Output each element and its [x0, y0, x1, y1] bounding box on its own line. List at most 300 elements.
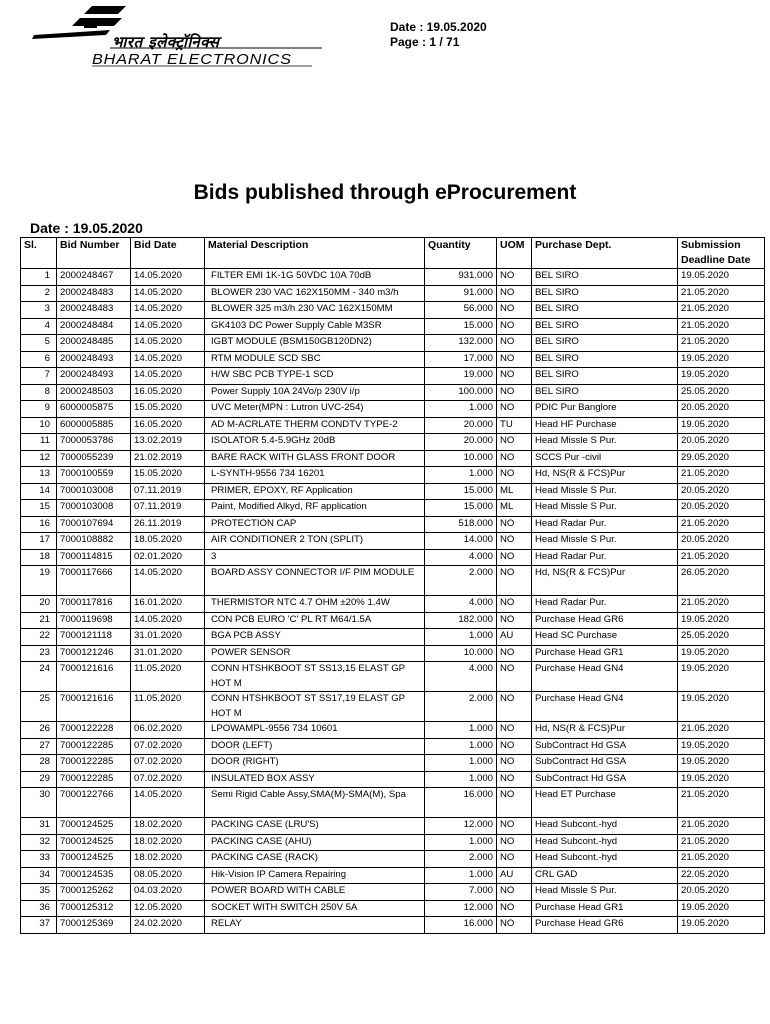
- cell-bid-number: 7000124535: [57, 867, 131, 884]
- cell-material-description: BLOWER 325 m3/h 230 VAC 162X150MM: [205, 302, 425, 319]
- cell-quantity: 16.000: [425, 917, 497, 934]
- cell-sl: 23: [21, 645, 57, 662]
- cell-quantity: 100.000: [425, 384, 497, 401]
- cell-submission-deadline: 21.05.2020: [678, 722, 765, 739]
- bids-table-body: [21, 269, 765, 934]
- cell-quantity: 15.000: [425, 483, 497, 500]
- cell-bid-date: 18.02.2020: [131, 851, 205, 868]
- cell-sl: 2: [21, 285, 57, 302]
- cell-bid-number: 7000125369: [57, 917, 131, 934]
- cell-submission-deadline: 19.05.2020: [678, 662, 765, 692]
- cell-submission-deadline: 21.05.2020: [678, 788, 765, 818]
- cell-purchase-dept: BEL SIRO: [532, 351, 678, 368]
- cell-bid-number: 2000248503: [57, 384, 131, 401]
- cell-purchase-dept: Head Radar Pur.: [532, 596, 678, 613]
- cell-bid-date: 18.02.2020: [131, 818, 205, 835]
- table-row: [21, 771, 765, 788]
- cell-bid-date: 14.05.2020: [131, 302, 205, 319]
- cell-purchase-dept: Head Missle S Pur.: [532, 500, 678, 517]
- cell-bid-number: 7000114815: [57, 549, 131, 566]
- cell-material-description: BGA PCB ASSY: [205, 629, 425, 646]
- cell-purchase-dept: BEL SIRO: [532, 384, 678, 401]
- cell-quantity: 4.000: [425, 596, 497, 613]
- cell-quantity: 16.000: [425, 788, 497, 818]
- cell-bid-number: 7000053786: [57, 434, 131, 451]
- cell-bid-number: 2000248493: [57, 351, 131, 368]
- cell-sl: 21: [21, 612, 57, 629]
- cell-sl: 17: [21, 533, 57, 550]
- cell-bid-date: 14.05.2020: [131, 285, 205, 302]
- table-row: [21, 612, 765, 629]
- cell-quantity: 1.000: [425, 401, 497, 418]
- cell-material-description: 3: [205, 549, 425, 566]
- cell-submission-deadline: 19.05.2020: [678, 269, 765, 286]
- table-row: [21, 596, 765, 613]
- table-row: [21, 884, 765, 901]
- cell-submission-deadline: 25.05.2020: [678, 629, 765, 646]
- cell-submission-deadline: 19.05.2020: [678, 612, 765, 629]
- column-header-quantity: Quantity: [425, 238, 497, 269]
- cell-bid-number: 2000248483: [57, 302, 131, 319]
- table-row: [21, 566, 765, 596]
- cell-bid-date: 08.05.2020: [131, 867, 205, 884]
- cell-bid-date: 16.05.2020: [131, 417, 205, 434]
- cell-material-description: AD M-ACRLATE THERM CONDTV TYPE-2: [205, 417, 425, 434]
- cell-purchase-dept: Hd, NS(R & FCS)Pur: [532, 467, 678, 484]
- cell-quantity: 10.000: [425, 450, 497, 467]
- table-row: [21, 434, 765, 451]
- cell-submission-deadline: 19.05.2020: [678, 692, 765, 722]
- cell-bid-date: 18.05.2020: [131, 533, 205, 550]
- cell-material-description: BARE RACK WITH GLASS FRONT DOOR: [205, 450, 425, 467]
- cell-bid-number: 7000122285: [57, 771, 131, 788]
- logo-hindi-text: भारत इलेक्ट्रॉनिक्स: [112, 33, 220, 51]
- cell-bid-date: 11.05.2020: [131, 662, 205, 692]
- cell-uom: NO: [497, 351, 532, 368]
- cell-material-description: GK4103 DC Power Supply Cable M3SR: [205, 318, 425, 335]
- cell-submission-deadline: 21.05.2020: [678, 851, 765, 868]
- cell-purchase-dept: Purchase Head GR1: [532, 900, 678, 917]
- cell-material-description: DOOR (RIGHT): [205, 755, 425, 772]
- table-row: [21, 738, 765, 755]
- cell-purchase-dept: Head Subcont.-hyd: [532, 818, 678, 835]
- cell-purchase-dept: SubContract Hd GSA: [532, 771, 678, 788]
- cell-material-description: CONN HTSHKBOOT ST SS17,19 ELAST GP HOT M: [205, 692, 425, 722]
- cell-submission-deadline: 21.05.2020: [678, 467, 765, 484]
- report-date: Date : 19.05.2020: [390, 20, 487, 34]
- cell-sl: 9: [21, 401, 57, 418]
- cell-submission-deadline: 21.05.2020: [678, 834, 765, 851]
- cell-material-description: DOOR (LEFT): [205, 738, 425, 755]
- cell-bid-date: 21.02.2019: [131, 450, 205, 467]
- cell-uom: NO: [497, 549, 532, 566]
- cell-sl: 6: [21, 351, 57, 368]
- cell-bid-date: 07.02.2020: [131, 771, 205, 788]
- cell-purchase-dept: SCCS Pur -civil: [532, 450, 678, 467]
- cell-purchase-dept: BEL SIRO: [532, 335, 678, 352]
- cell-quantity: 19.000: [425, 368, 497, 385]
- cell-bid-number: 7000122766: [57, 788, 131, 818]
- cell-sl: 34: [21, 867, 57, 884]
- cell-submission-deadline: 26.05.2020: [678, 566, 765, 596]
- cell-quantity: 2.000: [425, 566, 497, 596]
- table-row: [21, 692, 765, 722]
- cell-uom: NO: [497, 401, 532, 418]
- cell-sl: 36: [21, 900, 57, 917]
- cell-submission-deadline: 25.05.2020: [678, 384, 765, 401]
- cell-quantity: 2.000: [425, 851, 497, 868]
- table-row: [21, 917, 765, 934]
- cell-purchase-dept: Head Subcont.-hyd: [532, 851, 678, 868]
- cell-uom: TU: [497, 417, 532, 434]
- cell-quantity: 56.000: [425, 302, 497, 319]
- cell-submission-deadline: 21.05.2020: [678, 549, 765, 566]
- table-row: [21, 417, 765, 434]
- table-row: [21, 384, 765, 401]
- cell-bid-number: 7000125312: [57, 900, 131, 917]
- cell-bid-number: 7000119698: [57, 612, 131, 629]
- bel-logo: [22, 4, 342, 70]
- cell-material-description: PACKING CASE (LRU'S): [205, 818, 425, 835]
- cell-bid-date: 14.05.2020: [131, 788, 205, 818]
- cell-material-description: Power Supply 10A 24Vo/p 230V i/p: [205, 384, 425, 401]
- cell-quantity: 20.000: [425, 434, 497, 451]
- table-row: [21, 788, 765, 818]
- cell-submission-deadline: 19.05.2020: [678, 755, 765, 772]
- cell-material-description: H/W SBC PCB TYPE-1 SCD: [205, 368, 425, 385]
- column-header-material-description: Material Description: [205, 238, 425, 269]
- cell-bid-date: 14.05.2020: [131, 368, 205, 385]
- cell-bid-number: 7000107694: [57, 516, 131, 533]
- cell-sl: 30: [21, 788, 57, 818]
- cell-sl: 12: [21, 450, 57, 467]
- cell-sl: 24: [21, 662, 57, 692]
- table-row: [21, 834, 765, 851]
- cell-bid-date: 14.05.2020: [131, 566, 205, 596]
- cell-submission-deadline: 21.05.2020: [678, 818, 765, 835]
- cell-purchase-dept: BEL SIRO: [532, 285, 678, 302]
- cell-bid-number: 2000248485: [57, 335, 131, 352]
- cell-purchase-dept: Purchase Head GN4: [532, 692, 678, 722]
- cell-submission-deadline: 20.05.2020: [678, 533, 765, 550]
- cell-submission-deadline: 21.05.2020: [678, 596, 765, 613]
- table-row: [21, 722, 765, 739]
- cell-purchase-dept: BEL SIRO: [532, 368, 678, 385]
- cell-submission-deadline: 22.05.2020: [678, 867, 765, 884]
- cell-submission-deadline: 20.05.2020: [678, 401, 765, 418]
- table-row: [21, 662, 765, 692]
- cell-quantity: 931.000: [425, 269, 497, 286]
- cell-uom: NO: [497, 722, 532, 739]
- cell-bid-date: 04.03.2020: [131, 884, 205, 901]
- cell-sl: 31: [21, 818, 57, 835]
- cell-bid-number: 2000248484: [57, 318, 131, 335]
- table-row: [21, 851, 765, 868]
- cell-submission-deadline: 21.05.2020: [678, 318, 765, 335]
- cell-sl: 35: [21, 884, 57, 901]
- cell-bid-number: 7000121616: [57, 662, 131, 692]
- cell-bid-date: 07.02.2020: [131, 755, 205, 772]
- cell-quantity: 14.000: [425, 533, 497, 550]
- cell-bid-number: 7000122228: [57, 722, 131, 739]
- cell-uom: NO: [497, 692, 532, 722]
- cell-bid-date: 14.05.2020: [131, 351, 205, 368]
- cell-uom: NO: [497, 285, 532, 302]
- table-row: [21, 900, 765, 917]
- cell-uom: NO: [497, 917, 532, 934]
- cell-submission-deadline: 19.05.2020: [678, 417, 765, 434]
- cell-uom: NO: [497, 269, 532, 286]
- cell-uom: NO: [497, 645, 532, 662]
- cell-purchase-dept: Purchase Head GR1: [532, 645, 678, 662]
- cell-sl: 15: [21, 500, 57, 517]
- cell-uom: NO: [497, 596, 532, 613]
- cell-quantity: 1.000: [425, 755, 497, 772]
- cell-material-description: INSULATED BOX ASSY: [205, 771, 425, 788]
- cell-purchase-dept: Head SC Purchase: [532, 629, 678, 646]
- cell-quantity: 1.000: [425, 771, 497, 788]
- cell-sl: 22: [21, 629, 57, 646]
- cell-bid-date: 18.02.2020: [131, 834, 205, 851]
- cell-material-description: L-SYNTH-9556 734 16201: [205, 467, 425, 484]
- cell-bid-number: 7000122285: [57, 755, 131, 772]
- cell-bid-date: 14.05.2020: [131, 269, 205, 286]
- cell-bid-date: 24.02.2020: [131, 917, 205, 934]
- cell-uom: NO: [497, 368, 532, 385]
- cell-quantity: 1.000: [425, 834, 497, 851]
- cell-sl: 18: [21, 549, 57, 566]
- table-row: [21, 335, 765, 352]
- cell-uom: NO: [497, 900, 532, 917]
- cell-uom: AU: [497, 629, 532, 646]
- cell-material-description: Hik-Vision IP Camera Repairing: [205, 867, 425, 884]
- cell-material-description: RELAY: [205, 917, 425, 934]
- cell-uom: NO: [497, 467, 532, 484]
- cell-uom: NO: [497, 755, 532, 772]
- cell-sl: 11: [21, 434, 57, 451]
- cell-material-description: THERMISTOR NTC 4.7 OHM ±20% 1.4W: [205, 596, 425, 613]
- cell-uom: NO: [497, 884, 532, 901]
- cell-uom: NO: [497, 434, 532, 451]
- page-meta: [390, 20, 487, 50]
- cell-bid-date: 15.05.2020: [131, 467, 205, 484]
- cell-bid-date: 11.05.2020: [131, 692, 205, 722]
- cell-sl: 1: [21, 269, 57, 286]
- table-row: [21, 401, 765, 418]
- table-row: [21, 368, 765, 385]
- cell-material-description: PRIMER, EPOXY, RF Application: [205, 483, 425, 500]
- column-header-sl: Sl.: [21, 238, 57, 269]
- cell-material-description: AIR CONDITIONER 2 TON (SPLIT): [205, 533, 425, 550]
- cell-quantity: 4.000: [425, 549, 497, 566]
- page-title: Bids published through eProcurement: [193, 181, 577, 204]
- cell-sl: 32: [21, 834, 57, 851]
- cell-material-description: BLOWER 230 VAC 162X150MM - 340 m3/h: [205, 285, 425, 302]
- cell-bid-date: 07.11.2019: [131, 500, 205, 517]
- cell-bid-date: 12.05.2020: [131, 900, 205, 917]
- cell-bid-number: 2000248467: [57, 269, 131, 286]
- column-header-submission-deadline: Submission Deadline Date: [678, 238, 765, 269]
- cell-material-description: FILTER EMI 1K-1G 50VDC 10A 70dB: [205, 269, 425, 286]
- cell-quantity: 182.000: [425, 612, 497, 629]
- cell-submission-deadline: 20.05.2020: [678, 483, 765, 500]
- cell-purchase-dept: BEL SIRO: [532, 318, 678, 335]
- cell-material-description: CON PCB EURO 'C' PL RT M64/1.5A: [205, 612, 425, 629]
- cell-purchase-dept: CRL GAD: [532, 867, 678, 884]
- cell-sl: 3: [21, 302, 57, 319]
- cell-uom: AU: [497, 867, 532, 884]
- table-row: [21, 645, 765, 662]
- report-date-line: Date : 19.05.2020: [30, 220, 143, 236]
- cell-bid-number: 6000005885: [57, 417, 131, 434]
- cell-uom: NO: [497, 612, 532, 629]
- cell-sl: 33: [21, 851, 57, 868]
- cell-submission-deadline: 21.05.2020: [678, 335, 765, 352]
- cell-submission-deadline: 19.05.2020: [678, 645, 765, 662]
- cell-purchase-dept: PDIC Pur Banglore: [532, 401, 678, 418]
- cell-bid-date: 31.01.2020: [131, 645, 205, 662]
- cell-purchase-dept: BEL SIRO: [532, 269, 678, 286]
- cell-material-description: BOARD ASSY CONNECTOR I/F PIM MODULE: [205, 566, 425, 596]
- cell-bid-date: 02.01.2020: [131, 549, 205, 566]
- cell-submission-deadline: 20.05.2020: [678, 884, 765, 901]
- cell-material-description: POWER BOARD WITH CABLE: [205, 884, 425, 901]
- cell-bid-number: 7000122285: [57, 738, 131, 755]
- cell-uom: NO: [497, 818, 532, 835]
- cell-quantity: 2.000: [425, 692, 497, 722]
- cell-quantity: 17.000: [425, 351, 497, 368]
- cell-quantity: 1.000: [425, 467, 497, 484]
- cell-uom: NO: [497, 335, 532, 352]
- cell-bid-number: 7000121246: [57, 645, 131, 662]
- cell-material-description: UVC Meter(MPN : Lutron UVC-254): [205, 401, 425, 418]
- column-header-uom: UOM: [497, 238, 532, 269]
- cell-bid-number: 7000103008: [57, 483, 131, 500]
- cell-submission-deadline: 19.05.2020: [678, 351, 765, 368]
- cell-submission-deadline: 19.05.2020: [678, 771, 765, 788]
- page-number: Page : 1 / 71: [390, 35, 460, 49]
- cell-submission-deadline: 21.05.2020: [678, 302, 765, 319]
- cell-bid-number: 6000005875: [57, 401, 131, 418]
- cell-bid-date: 13.02.2019: [131, 434, 205, 451]
- cell-quantity: 15.000: [425, 500, 497, 517]
- cell-material-description: SOCKET WITH SWITCH 250V 5A: [205, 900, 425, 917]
- cell-submission-deadline: 20.05.2020: [678, 434, 765, 451]
- cell-sl: 27: [21, 738, 57, 755]
- table-row: [21, 533, 765, 550]
- table-row: [21, 269, 765, 286]
- cell-bid-date: 16.05.2020: [131, 384, 205, 401]
- cell-bid-number: 7000117666: [57, 566, 131, 596]
- cell-sl: 20: [21, 596, 57, 613]
- cell-bid-number: 7000121118: [57, 629, 131, 646]
- cell-bid-number: 2000248483: [57, 285, 131, 302]
- table-row: [21, 755, 765, 772]
- cell-purchase-dept: Head Missle S Pur.: [532, 483, 678, 500]
- cell-submission-deadline: 21.05.2020: [678, 285, 765, 302]
- cell-material-description: POWER SENSOR: [205, 645, 425, 662]
- cell-bid-date: 26.11.2019: [131, 516, 205, 533]
- cell-sl: 13: [21, 467, 57, 484]
- table-row: [21, 318, 765, 335]
- cell-quantity: 1.000: [425, 629, 497, 646]
- table-row: [21, 629, 765, 646]
- bids-table: [20, 237, 765, 934]
- cell-quantity: 12.000: [425, 818, 497, 835]
- cell-uom: NO: [497, 384, 532, 401]
- cell-bid-date: 14.05.2020: [131, 335, 205, 352]
- cell-sl: 29: [21, 771, 57, 788]
- cell-submission-deadline: 19.05.2020: [678, 900, 765, 917]
- cell-quantity: 91.000: [425, 285, 497, 302]
- cell-sl: 14: [21, 483, 57, 500]
- cell-bid-number: 7000100559: [57, 467, 131, 484]
- column-header-bid-date: Bid Date: [131, 238, 205, 269]
- cell-uom: NO: [497, 771, 532, 788]
- cell-purchase-dept: BEL SIRO: [532, 302, 678, 319]
- cell-quantity: 518.000: [425, 516, 497, 533]
- cell-sl: 26: [21, 722, 57, 739]
- cell-submission-deadline: 19.05.2020: [678, 738, 765, 755]
- cell-purchase-dept: Head Subcont.-hyd: [532, 834, 678, 851]
- cell-purchase-dept: Head Radar Pur.: [532, 549, 678, 566]
- cell-uom: NO: [497, 318, 532, 335]
- cell-bid-date: 15.05.2020: [131, 401, 205, 418]
- table-header-row: [21, 238, 765, 269]
- cell-sl: 19: [21, 566, 57, 596]
- cell-uom: ML: [497, 483, 532, 500]
- cell-purchase-dept: Head ET Purchase: [532, 788, 678, 818]
- cell-submission-deadline: 19.05.2020: [678, 917, 765, 934]
- cell-material-description: PROTECTION CAP: [205, 516, 425, 533]
- cell-uom: NO: [497, 450, 532, 467]
- cell-material-description: PACKING CASE (AHU): [205, 834, 425, 851]
- cell-uom: NO: [497, 738, 532, 755]
- cell-quantity: 20.000: [425, 417, 497, 434]
- cell-bid-number: 7000108882: [57, 533, 131, 550]
- cell-quantity: 15.000: [425, 318, 497, 335]
- cell-bid-date: 14.05.2020: [131, 318, 205, 335]
- table-row: [21, 549, 765, 566]
- cell-bid-date: 14.05.2020: [131, 612, 205, 629]
- cell-bid-number: 7000125262: [57, 884, 131, 901]
- cell-uom: NO: [497, 302, 532, 319]
- cell-sl: 16: [21, 516, 57, 533]
- table-row: [21, 351, 765, 368]
- cell-purchase-dept: Purchase Head GR6: [532, 917, 678, 934]
- cell-bid-number: 7000055239: [57, 450, 131, 467]
- cell-uom: NO: [497, 788, 532, 818]
- cell-purchase-dept: Hd, NS(R & FCS)Pur: [532, 566, 678, 596]
- cell-submission-deadline: 20.05.2020: [678, 500, 765, 517]
- table-row: [21, 285, 765, 302]
- cell-uom: NO: [497, 662, 532, 692]
- cell-purchase-dept: Purchase Head GR6: [532, 612, 678, 629]
- cell-purchase-dept: Purchase Head GN4: [532, 662, 678, 692]
- cell-purchase-dept: Head HF Purchase: [532, 417, 678, 434]
- cell-quantity: 10.000: [425, 645, 497, 662]
- cell-quantity: 1.000: [425, 867, 497, 884]
- cell-sl: 8: [21, 384, 57, 401]
- cell-purchase-dept: Hd, NS(R & FCS)Pur: [532, 722, 678, 739]
- cell-bid-date: 07.11.2019: [131, 483, 205, 500]
- cell-material-description: PACKING CASE (RACK): [205, 851, 425, 868]
- cell-purchase-dept: SubContract Hd GSA: [532, 755, 678, 772]
- table-row: [21, 500, 765, 517]
- cell-bid-date: 31.01.2020: [131, 629, 205, 646]
- cell-bid-number: 7000124525: [57, 834, 131, 851]
- cell-sl: 28: [21, 755, 57, 772]
